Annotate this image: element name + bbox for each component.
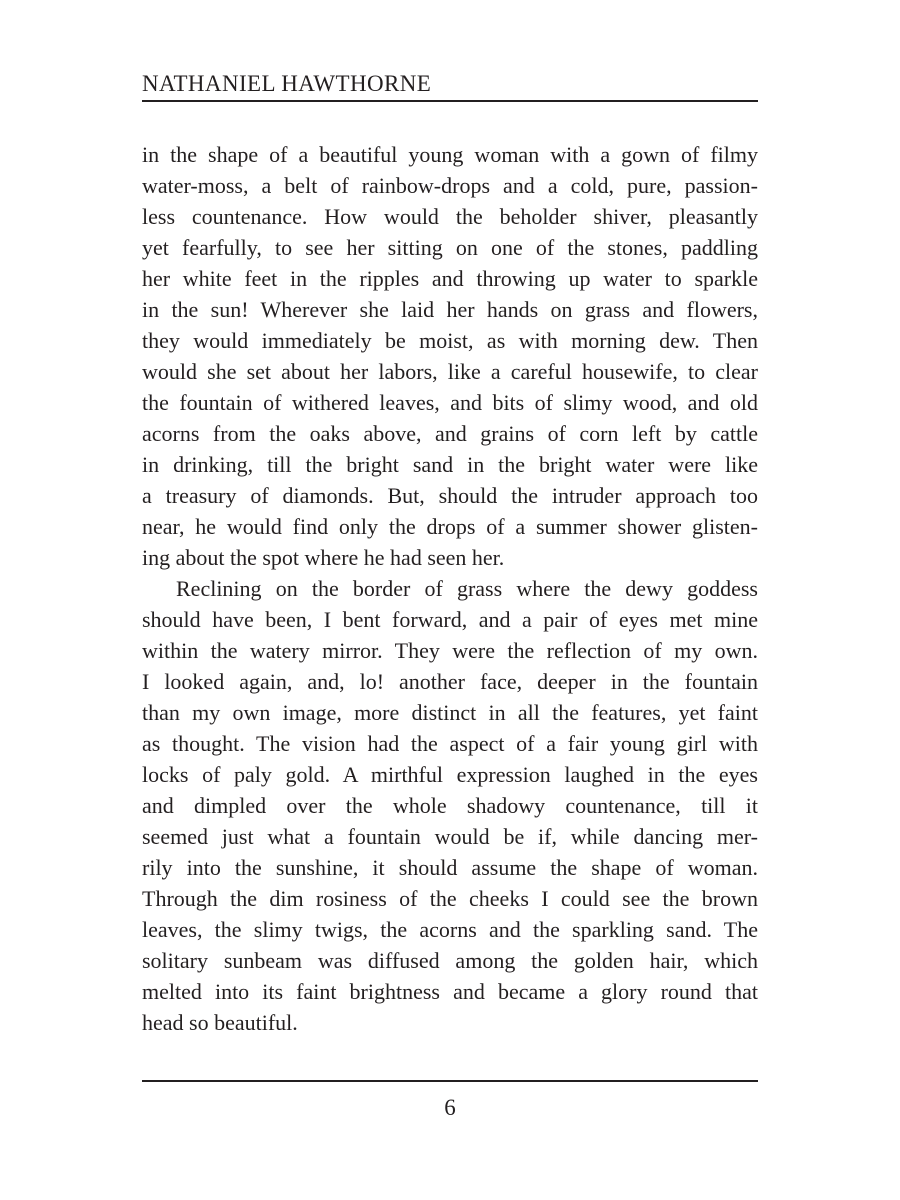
footer-rule: [142, 1080, 758, 1082]
page-number: 6: [444, 1095, 456, 1120]
body-text: [142, 139, 758, 1038]
text-line: and dimpled over the whole shadowy countenance, till it: [142, 793, 758, 818]
text-line: the fountain of withered leaves, and bits of slimy wood, and old: [142, 390, 758, 415]
text-line: should have been, I bent forward, and a pair of eyes met mine: [142, 607, 758, 632]
text-line: a treasury of diamonds. But, should the intruder approach too: [142, 483, 758, 508]
text-line: within the watery mirror. They were the reflection of my own.: [142, 638, 758, 663]
text-line: they would immediately be moist, as with morning dew. Then: [142, 328, 758, 353]
text-line: leaves, the slimy twigs, the acorns and the sparkling sand. The: [142, 917, 758, 942]
text-line: melted into its faint brightness and became a glory round that: [142, 979, 758, 1004]
text-line: Reclining on the border of grass where the dewy goddess: [176, 576, 758, 601]
text-line: I looked again, and, lo! another face, deeper in the fountain: [142, 669, 758, 694]
text-line: less countenance. How would the beholder shiver, pleasantly: [142, 204, 758, 229]
text-line: locks of paly gold. A mirthful expression laughed in the eyes: [142, 762, 758, 787]
text-line: as thought. The vision had the aspect of a fair young girl with: [142, 731, 758, 756]
text-line: in the shape of a beautiful young woman with a gown of filmy: [142, 142, 758, 167]
paragraph: [142, 573, 758, 1038]
text-line: water-moss, a belt of rainbow-drops and a cold, pure, passion-: [142, 173, 758, 198]
text-line: her white feet in the ripples and throwing up water to sparkle: [142, 266, 758, 291]
text-line: yet fearfully, to see her sitting on one of the stones, paddling: [142, 235, 758, 260]
text-line: in the sun! Wherever she laid her hands on grass and flowers,: [142, 297, 758, 322]
text-line: solitary sunbeam was diffused among the golden hair, which: [142, 948, 758, 973]
text-line: Through the dim rosiness of the cheeks I could see the brown: [142, 886, 758, 911]
text-line: near, he would find only the drops of a summer shower glisten-: [142, 514, 758, 539]
text-line: would she set about her labors, like a careful housewife, to clear: [142, 359, 758, 384]
text-line: acorns from the oaks above, and grains of corn left by cattle: [142, 421, 758, 446]
text-line: than my own image, more distinct in all the features, yet faint: [142, 700, 758, 725]
running-head: NATHANIEL HAWTHORNE: [142, 71, 432, 96]
header-rule: [142, 100, 758, 102]
text-line: in drinking, till the bright sand in the bright water were like: [142, 452, 758, 477]
text-line: head so beautiful.: [142, 1010, 298, 1035]
text-line: ing about the spot where he had seen her.: [142, 545, 505, 570]
text-line: seemed just what a fountain would be if, while dancing mer-: [142, 824, 758, 849]
text-line: rily into the sunshine, it should assume the shape of woman.: [142, 855, 758, 880]
paragraph: [142, 139, 758, 573]
